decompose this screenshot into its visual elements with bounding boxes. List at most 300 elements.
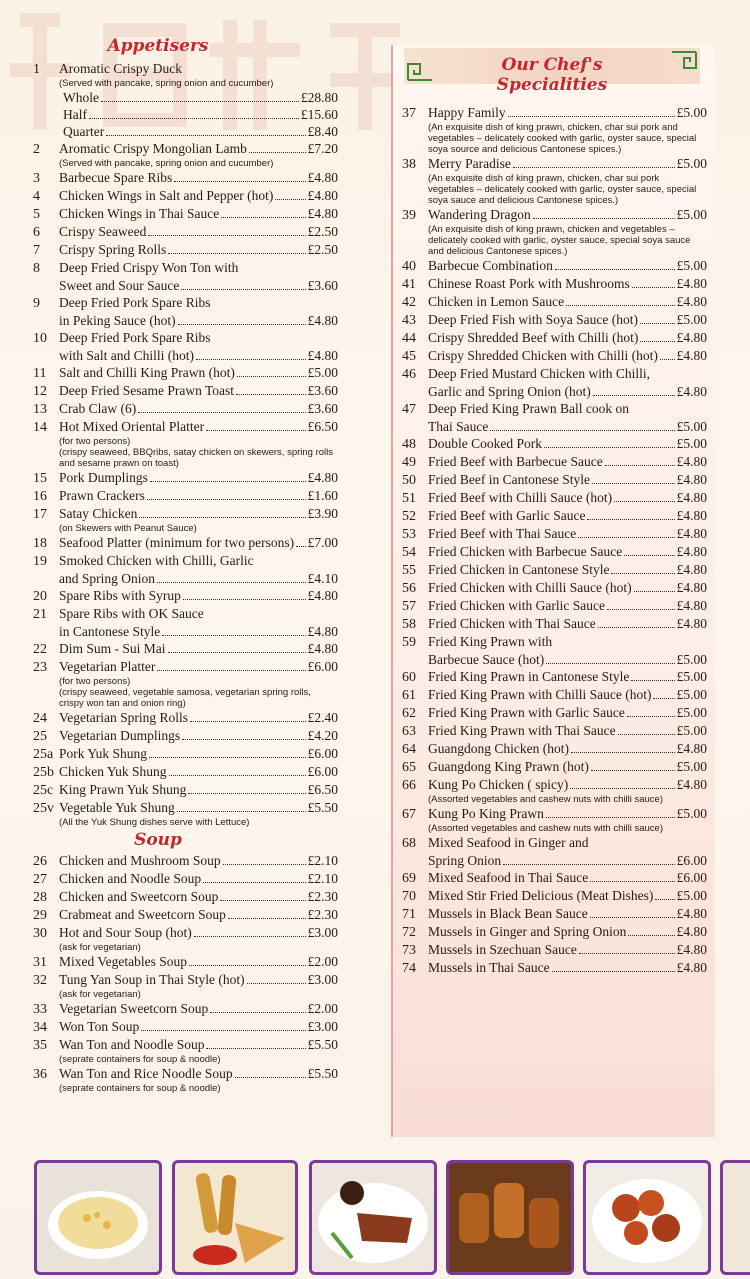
menu-item [33,329,338,364]
item-number: 60 [402,670,416,685]
item-price: £5.00 [676,419,707,434]
menu-item-row [402,257,707,275]
item-price: £4.80 [307,313,338,328]
item-price: £4.80 [307,470,338,485]
item-number: 61 [402,688,416,703]
menu-item [33,259,338,294]
item-name: Mussels in Ginger and Spring Onion [428,924,627,939]
item-number: 32 [33,973,47,988]
menu-item-row [402,941,707,959]
menu-item [402,722,707,740]
item-note: (for two persons) [59,436,131,447]
dot-leader [552,971,675,972]
menu-item [33,294,338,329]
item-number: 2 [33,142,40,157]
menu-item [33,709,338,727]
item-number: 62 [402,706,416,721]
item-price: £5.00 [676,888,707,903]
item-name: Fried King Prawn with Chilli Sauce (hot) [428,687,652,702]
item-number: 7 [33,243,40,258]
menu-item [33,364,338,382]
dot-leader [106,135,305,136]
dot-leader [168,652,306,653]
item-price: £6.00 [307,764,338,779]
menu-item-row [402,311,707,329]
item-number: 3 [33,171,40,186]
item-price: £4.80 [676,384,707,399]
item-number: 25 [33,729,47,744]
menu-item-row [33,727,338,745]
menu-item-row [33,924,338,942]
item-price: £2.10 [307,853,338,868]
dot-leader [147,499,306,500]
item-note: (on Skewers with Peanut Sauce) [59,523,197,534]
item-name: Kung Po King Prawn [428,806,544,821]
item-price: £4.20 [307,728,338,743]
item-price: £4.80 [307,624,338,639]
item-name: Double Cooked Pork [428,436,542,451]
menu-item-row [402,869,707,887]
dot-leader [640,323,675,324]
item-price: £2.50 [307,224,338,239]
menu-item-row [402,905,707,923]
item-number: 47 [402,402,416,417]
item-name: Merry Paradise [428,156,511,171]
menu-item [33,505,338,534]
dot-leader [555,269,675,270]
item-name: Deep Fried Crispy Won Ton with [59,260,239,275]
item-name: Chicken and Noodle Soup [59,871,202,886]
item-price: £3.60 [307,278,338,293]
item-price: £4.80 [307,588,338,603]
item-note: (All the Yuk Shung dishes serve with Lettuce) [59,817,250,828]
item-price: £4.80 [676,348,707,363]
item-name: Mixed Vegetables Soup [59,954,187,969]
item-number: 28 [33,890,47,905]
menu-item-row [402,887,707,905]
menu-item-row [33,123,338,140]
item-number: 64 [402,742,416,757]
menu-item [402,489,707,507]
item-name: Fried Chicken with Thai Sauce [428,616,596,631]
item-note: (crispy seaweed, vegetable samosa, vegetarian spring rolls, crispy won tan and onion ring) [59,687,311,709]
item-number: 12 [33,384,47,399]
menu-item [402,941,707,959]
dot-leader [150,481,306,482]
item-name: Chicken Wings in Thai Sauce [59,206,220,221]
photo-roast-duck-platter [309,1160,437,1275]
dot-leader [632,287,675,288]
item-price: £4.80 [676,490,707,505]
item-name: Smoked Chicken with Chilli, Garlic [59,553,254,568]
item-number: 42 [402,295,416,310]
menu-item-row [33,763,338,781]
item-price: £5.50 [307,1066,338,1081]
specialities-list [402,104,707,977]
menu-item-row [33,906,338,924]
item-price: £1.60 [307,488,338,503]
item-name: Fried Beef with Chilli Sauce (hot) [428,490,613,505]
menu-item [33,971,338,1000]
menu-item-row [402,668,707,686]
menu-item-row [402,418,707,435]
item-price: £4.80 [676,580,707,595]
dot-leader [189,965,306,966]
item-number: 26 [33,854,47,869]
menu-item [402,507,707,525]
item-number: 16 [33,489,47,504]
item-price: £3.00 [307,1019,338,1034]
dot-leader [203,882,306,883]
item-name: Fried King Prawn with [428,634,553,649]
item-number: 15 [33,471,47,486]
item-name: Aromatic Crispy Duck [59,61,182,76]
item-price: £5.00 [676,806,707,821]
menu-item-row [33,294,338,312]
item-name: Seafood Platter (minimum for two persons) [59,535,295,550]
dot-leader [591,770,675,771]
item-price: £4.80 [676,741,707,756]
menu-item-row [402,651,707,668]
menu-item [402,740,707,758]
item-price: £3.90 [307,506,338,521]
menu-item [33,241,338,259]
dot-leader [607,609,675,610]
menu-item-row [402,686,707,704]
item-price: £6.00 [307,659,338,674]
menu-item-row [33,329,338,347]
dot-leader [533,218,675,219]
item-price: £5.00 [676,436,707,451]
item-number: 69 [402,871,416,886]
item-name: Pork Yuk Shung [59,746,148,761]
menu-item-row [33,140,338,158]
menu-item-row [33,1018,338,1036]
item-name: Fried Chicken with Chilli Sauce (hot) [428,580,632,595]
menu-item-row [33,953,338,971]
menu-item-row [33,534,338,552]
dot-leader [579,953,675,954]
item-price: £2.30 [307,907,338,922]
menu-item [33,1000,338,1018]
menu-item-row [402,959,707,977]
photo-sweet-and-sour-chicken [583,1160,711,1275]
item-name: Chicken and Sweetcorn Soup [59,889,219,904]
item-number: 51 [402,491,416,506]
menu-item [402,543,707,561]
item-name: Wandering Dragon [428,207,531,222]
item-number: 66 [402,778,416,793]
dot-leader [503,864,674,865]
item-number: 52 [402,509,416,524]
menu-item [402,311,707,329]
item-number: 25c [33,783,54,798]
item-price: £4.80 [307,206,338,221]
item-name: Deep Fried King Prawn Ball cook on [428,401,629,416]
item-name: Half [63,107,87,122]
item-number: 36 [33,1067,47,1082]
right-column [402,104,707,977]
item-price: £4.80 [676,777,707,792]
item-price: £4.80 [307,641,338,656]
item-number: 20 [33,589,47,604]
dot-leader [508,116,675,117]
menu-item [33,924,338,953]
item-price: £4.80 [676,276,707,291]
item-name: Chicken Yuk Shung [59,764,167,779]
menu-item [402,776,707,805]
item-name: Barbecue Spare Ribs [59,170,173,185]
item-name: Whole [63,90,99,105]
item-price: £6.50 [307,419,338,434]
item-name: Deep Fried Sesame Prawn Toast [59,383,235,398]
item-number: 71 [402,907,416,922]
item-name: Tung Yan Soup in Thai Style (hot) [59,972,245,987]
menu-item [402,400,707,435]
item-number: 57 [402,599,416,614]
item-number: 31 [33,955,47,970]
menu-item [402,293,707,311]
item-name: Mussels in Thai Sauce [428,960,550,975]
item-price: £5.50 [307,800,338,815]
menu-item [33,418,338,469]
menu-item [33,745,338,763]
item-name: Fried Chicken with Garlic Sauce [428,598,605,613]
soup-list [33,852,338,1094]
menu-item-row [33,870,338,888]
menu-item [402,155,707,206]
item-name: Vegetable Yuk Shung [59,800,175,815]
item-name: Hot and Sour Soup (hot) [59,925,192,940]
left-column [33,36,338,1094]
menu-item-row [33,709,338,727]
item-name-continued: Barbecue Sauce (hot) [428,652,545,667]
item-note: (An exquisite dish of king prawn, chicken and vegetables – delicately cooked with garlic, oyster sauce, special soya sauce and delicious Cantonese spices.) [428,224,691,257]
menu-item-row [402,805,707,823]
item-note: (crispy seaweed, BBQribs, satay chicken on skewers, spring rolls and sesame prawn on toast) [59,447,334,469]
dot-leader [236,394,306,395]
item-name: Crab Claw (6) [59,401,137,416]
item-number: 24 [33,711,47,726]
item-note: (An exquisite dish of king prawn, chicken, char sui pork and vegetables – delicately cooked with garlic, oyster sauce, special soya source and delicious Cantonese spices.) [428,122,697,155]
menu-item [402,257,707,275]
menu-item-row [33,277,338,294]
item-price: £5.00 [676,207,707,222]
menu-item [33,223,338,241]
menu-item-row [402,740,707,758]
dot-leader [188,793,305,794]
dot-leader [183,599,306,600]
item-price: £2.40 [307,710,338,725]
item-number: 65 [402,760,416,775]
item-price: £5.00 [676,258,707,273]
item-name: Chinese Roast Pork with Mushrooms [428,276,630,291]
menu-item [33,205,338,223]
menu-item [33,1018,338,1036]
dot-leader [605,465,675,466]
item-number: 8 [33,261,40,276]
menu-item-row [402,489,707,507]
menu-item-row [402,329,707,347]
item-note: (Served with pancake, spring onion and cucumber) [59,158,274,169]
dot-leader [247,983,306,984]
item-number: 25b [33,765,54,780]
item-price: £4.80 [676,598,707,613]
menu-item [33,605,338,640]
menu-item-row [33,205,338,223]
dot-leader [174,181,305,182]
item-name: Fried Beef in Cantonese Style [428,472,590,487]
item-name: Deep Fried Pork Spare Ribs [59,330,211,345]
item-price: £4.80 [307,188,338,203]
item-price: £4.80 [676,942,707,957]
item-number: 39 [402,208,416,223]
menu-item-row [33,106,338,123]
menu-item-row [33,382,338,400]
menu-item-row [402,104,707,122]
item-number: 38 [402,157,416,172]
menu-item-row [33,469,338,487]
item-price: £6.00 [307,746,338,761]
dot-leader [237,376,306,377]
item-name: Prawn Crackers [59,488,145,503]
item-number: 70 [402,889,416,904]
item-name-continued: Sweet and Sour Sauce [59,278,180,293]
menu-item-row [33,1000,338,1018]
item-name: Fried Beef with Barbecue Sauce [428,454,603,469]
item-price: £7.00 [307,535,338,550]
menu-item-row [33,587,338,605]
dot-leader [138,412,305,413]
item-name: Vegetarian Spring Rolls [59,710,188,725]
item-name: Aromatic Crispy Mongolian Lamb [59,141,247,156]
menu-item-row [402,155,707,173]
item-name: Fried Beef with Garlic Sauce [428,508,586,523]
item-price: £4.80 [676,924,707,939]
dot-leader [640,341,674,342]
menu-item [33,534,338,552]
item-price: £4.80 [676,294,707,309]
menu-item [33,870,338,888]
item-name: Salt and Chilli King Prawn (hot) [59,365,235,380]
item-number: 17 [33,507,47,522]
item-price: £4.80 [307,170,338,185]
item-price: £4.80 [676,508,707,523]
item-number: 27 [33,872,47,887]
item-price: £5.00 [676,669,707,684]
menu-item [33,552,338,587]
menu-item-row [402,525,707,543]
menu-item [402,758,707,776]
item-number: 68 [402,836,416,851]
item-price: £2.00 [307,954,338,969]
dot-leader [624,555,674,556]
item-number: 5 [33,207,40,222]
specialities-title: Our Chef's Specialities [496,55,608,95]
item-name: Crispy Shredded Beef with Chilli (hot) [428,330,639,345]
menu-item [33,106,338,123]
item-name: Fried King Prawn in Cantonese Style [428,669,630,684]
dot-leader [618,734,675,735]
item-name: Crabmeat and Sweetcorn Soup [59,907,226,922]
dot-leader [593,395,675,396]
item-name-continued: in Cantonese Style [59,624,161,639]
item-number: 37 [402,106,416,121]
menu-item-row [33,552,338,570]
menu-item [402,435,707,453]
menu-item-row [402,704,707,722]
item-note: (ask for vegetarian) [59,942,141,953]
item-price: £2.10 [307,871,338,886]
item-note: (Assorted vegetables and cashew nuts with chilli sauce) [428,823,663,834]
menu-item-row [33,623,338,640]
dot-leader [598,627,675,628]
dot-leader [101,101,299,102]
dot-leader [196,359,306,360]
item-name: Fried King Prawn with Thai Sauce [428,723,616,738]
menu-item-row [33,364,338,382]
menu-item-row [33,1036,338,1054]
item-number: 4 [33,189,40,204]
item-price: £3.60 [307,383,338,398]
dot-leader [157,582,306,583]
item-name: Deep Fried Mustard Chicken with Chilli, [428,366,650,381]
menu-item [33,469,338,487]
menu-item [33,140,338,169]
menu-item [33,382,338,400]
menu-item [33,123,338,140]
menu-item [402,905,707,923]
dot-leader [611,573,674,574]
menu-item [402,365,707,400]
item-name: Fried Chicken with Barbecue Sauce [428,544,623,559]
item-number: 55 [402,563,416,578]
dot-leader [206,430,306,431]
item-price: £28.80 [300,90,338,105]
item-name: Happy Family [428,105,506,120]
menu-item-row [33,312,338,329]
dot-leader [590,917,675,918]
menu-item-row [33,1065,338,1083]
item-price: £6.00 [676,870,707,885]
item-number: 58 [402,617,416,632]
dot-leader [614,501,675,502]
item-number: 49 [402,455,416,470]
item-name: Wan Ton and Noodle Soup [59,1037,205,1052]
item-note: (seprate containers for soup & noodle) [59,1054,221,1065]
item-number: 56 [402,581,416,596]
dot-leader [653,698,674,699]
menu-item-row [402,615,707,633]
menu-item [33,763,338,781]
item-name: Vegetarian Sweetcorn Soup [59,1001,209,1016]
menu-item [33,400,338,418]
item-price: £3.00 [307,972,338,987]
appetisers-list [33,60,338,828]
menu-item-row [402,383,707,400]
item-name: Won Ton Soup [59,1019,140,1034]
item-name: Crispy Shredded Chicken with Chilli (hot) [428,348,658,363]
menu-item [402,615,707,633]
item-number: 72 [402,925,416,940]
dot-leader [592,483,675,484]
item-price: £4.80 [676,562,707,577]
dot-leader [221,217,305,218]
menu-item-row [33,169,338,187]
dot-leader [210,1012,305,1013]
photo-spare-ribs [446,1160,574,1275]
item-name: Chicken in Lemon Sauce [428,294,565,309]
